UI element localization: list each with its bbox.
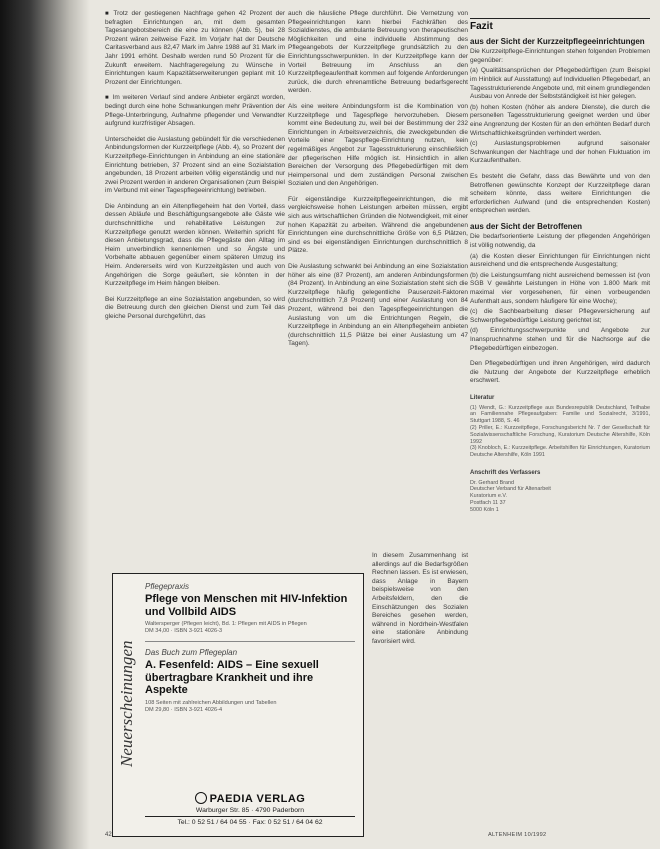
author-address-heading: Anschrift des Verfassers [470,469,541,476]
paragraph: In diesem Zusammenhang ist allerdings auf die Bedarfsgrößen Rechnen lassen. Es ist erwiesen, dass Anlage in Bayern beispielsweise von den Arbeitsfeldern, den die Einschätzungen des Sozialen Bereiches gesehen werden, während in Nordrhein-Westfalen eine stationäre Anbindung favorisiert wird. [372,552,468,645]
ad-book-1-kicker: Pflegepraxis [145,582,190,591]
literature-heading: Literatur [470,394,495,401]
ad-book-1-price: DM 34,00 · ISBN 3-921 4026-3 [145,628,223,634]
ad-book-2-kicker: Das Buch zum Pflegeplan [145,648,238,657]
paragraph: Bei Kurzzeitpflege an eine Sozialstation angebunden, so wird die Betreuung durch den gleichen Dienst und zum Teil das gleiche Personal durchgeführt, das [105,295,285,320]
paragraph: Die Anbindung an ein Altenpflegeheim hat den Vorteil, dass dessen Abläufe und Beschäftigungsangebote alle Gäste wie durchschnittliche und rehabilitative Leistungen zur Kurzzeitpflege genutzt werden können. Weiterhin spricht für diesen Anbietungsgrad, dass die Pflegegäste den Alltag im Heim unverbindlich kennenlernen und so Ängste und Vorbehalte abbauen gegenüber einem späteren Umzug ins Heim. Andererseits wird von Kurzzeitgästen und auch von Angehörigen die Sorge geäußert, sie könnten in der Kurzzeitpflege im Heim hängen bleiben. [105,202,285,288]
publisher-block [145,792,355,826]
list-item: (c) die Sachbearbeitung dieser Pflegeversicherung auf Schwerpflegebedürftige Leistung gerichtet ist; [470,308,650,324]
address-line: Dr. Gerhard Brand [470,479,515,486]
text-column-2 [288,10,468,356]
address-line: 5000 Köln 1 [470,506,499,513]
reference: (1) Wendt, G.: Kurzzeitpflege aus Bundesrepublik Deutschland, Teilhabe an Familiennahe Pflegeaufgaben: Familie und Sozialrecht, 3/1991, Stuttgart 1988, S. 46 [470,404,650,425]
list-item: (a) die Kosten dieser Einrichtungen für Einrichtungen nicht ausreichend und die entsprechende Ausgestaltung; [470,252,650,269]
address-line: Deutscher Verband für Altenarbeit [470,486,551,493]
paragraph: Als eine weitere Anbindungsform ist die Kombination von Kurzzeitpflege und Tagespflege hervorzuheben. Diesem kommt eine Bedeutung zu, weil bei der Bestimmung der 232 Einrichtungen in Arbeitsverzeichnis, die zweckgebunden die Vorteile einer Tagespflege-Einrichtung nutzen, kein regelmäßiges Angebot zur Tagesstrukturierung einschließlich der pflegerischen Hilfe möglich ist. Hinsichtlich in allen Bereichen der Versorgung des Pflegebedürftigen mit dem Heimpersonal und dem zuständigen Personal zwischen Sozialen und den Angehörigen. [288,102,468,188]
ad-side-label: Neuerscheinungen [117,640,136,768]
paragraph: Die Kurzzeitpflege-Einrichtungen stehen folgenden Problemen gegenüber: [470,48,650,64]
section-rule [470,18,650,19]
list-item: (d) Einrichtungsschwerpunkte und Angebote zur Inanspruchnahme stehen und für die Nachsorge auf die Pflegebedürftigen einbezogen. [470,327,650,352]
reference: (3) Knobloch, E.: Kurzzeitpflege. Arbeitshilfen für Einrichtungen, Kuratorium Deutsche Altershilfe, Köln 1991 [470,445,650,459]
paragraph: ■ Im weiteren Verlauf sind andere Anbieter ergänzt worden, bedingt durch eine hohe Schwankungen mehr Prävention der Pflege-Unterbringung, Aufnahme pflegender und Verwandter aufgrund kurzfristiger Absagen. [105,94,285,128]
subheading: aus der Sicht der Kurzzeitpflegeeinrichtungen [470,36,645,46]
section-heading-fazit: Fazit [470,21,493,32]
ad-content [145,582,355,714]
paragraph: Für eigenständige Kurzzeitpflegeeinrichtungen, die mit vergleichsweise hohen Leistungen arbeiten müssen, ergibt sich aus wirtschaftlichen Gründen die Notwendigkeit, mit einer hohen Kapazität zu arbeiten. Während die angebundenen Einrichtungen eine durchschnittliche Größe von 6,5 Plätzen, sind es bei eigenständigen Einrichtungen durchschnittlich 8 Plätze. [288,195,468,255]
page-number: 42 [105,832,112,838]
subheading: aus der Sicht der Betroffenen [470,221,583,231]
list-item: (a) Qualitätsansprüchen der Pflegebedürftigen (zum Beispiel im Hinblick auf Ausstattung) auf Individuellen Pflegebedarf, an Tagesstrukturierende Angebote und, mit einem grundlegenden Ausbau von Anrede der Selbstständigkeit ist hier gelegen. [470,67,650,101]
book-advertisement [112,573,364,837]
text-column-1 [105,10,285,329]
ad-book-2-meta: 108 Seiten mit zahlreichen Abbildungen und Tabellen [145,699,277,706]
paragraph: Unterscheidet die Auslastung gebündelt für die verschiedenen Anbindungsformen der Kurzzeitpflege (Abb. 4), so Prozent der Kurzzeitpflege-Einrichtungen in Anbindung an eine stationäre Einrichtung betrieben, 37 Prozent sind an eine Sozialstation angebunden, 18 Prozent arbeiten völlig eigenständig und nur zwei Prozent werden in anderen Organisationen (zum Beispiel im Verbund mit einer Tagespflegeeinrichtung) betrieben. [105,135,285,195]
paragraph: auch die häusliche Pflege durchführt. Die Vernetzung von Pflegeeinrichtungen kann hierbei Fachkräften des Sozialdienstes, die ambulante Betreuung von therapeutischen Möglichkeiten und eine individuelle Abstimmung des Pflegeangebots der Kurzzeitpflege grundsätzlich zu den Einrichtungsschwerpunkten. In der Kurzzeitpflege kann der Vorteil Betreuung im Anschluss an den Kurzzeitpflegeaufenthalt kommen auf folgende Anforderungen zurück, die durch ehrenamtliche Betreuung bedarfsgerecht werden. [288,10,468,95]
list-item: (b) die Leistungsumfang nicht ausreichend bemessen ist (von SGB V gewährte Leistungen in Höhe von 1.800 Mark mit maximal vier vorgesehenen, für einen vorbeugenden Aufenthalt aus, sondern häufigere für eine Woche); [470,271,650,305]
publisher-address: Warburger Str. 85 · 4790 Paderborn [195,807,305,814]
ad-book-1-title: Pflege von Menschen mit HIV-Infektion und Vollbild AIDS [145,593,348,618]
text-column-2-continued [372,552,468,654]
publisher-logo [145,792,355,805]
paragraph: ■ Trotz der gestiegenen Nachfrage gehen 42 Prozent der befragten Einrichtungen an, mit dem gesamten Tagesangebotsbereich die eine zu können (Abb. 5), bei 28 Prozent wären zeitweise Fazit. Im Vorjahr hat der Deutsche Caritasverband aus 82,47 Mark im Jahre 1988 auf 31 Mark im Jahr 1991 erhöht. Deshalb werden rund 50 Prozent für die Zukunft erweitern. Nachfrageregelung zu Wünsche in Einrichtungen kaum Kapazitätserweiterungen geplant mit 10 Prozent der Einrichtungen. [105,10,285,87]
ad-book-1-meta: Waltersperger (Pflegen leicht), Bd. 1: Pflegen mit AIDS in Pflegen [145,621,307,627]
binding-shadow [0,0,90,849]
ad-divider [145,641,355,642]
publisher-name: PAEDIA VERLAG [209,793,306,805]
text-column-3 [470,10,650,514]
paragraph: Die Auslastung schwankt bei Anbindung an eine Sozialstation höher als eine (87 Prozent), am anderen Anbindungsformen (84 Prozent). In Anbindung an eine Sozialstation steht sich die Kurzzeitpflege häufig gelegentliche Pausenzeit-Faktoren (durchschnittlich 7,8 Prozent) und einer Auslastung von 84 Prozent, während bei den Tagespflegeeinrichtungen die Auslastung von um die Entrichtungen Regeln, die Kurzzeitpflege in Anbindung an ein Altenpflegeheim anbieten (durchschnittlich 11,5 Plätze bei einer Auslastung um 47 Tagen). [288,263,468,348]
list-item: (b) hohen Kosten (höher als andere Dienste), die durch die personellen Tagesstrukturierung geeignet werden und über eine Angrenzung der Kosten für an den erhöhten Bedarf durch Wirtschaftlichkeitsgründen verhindert werden. [470,103,650,137]
ad-book-2-price: DM 29,80 · ISBN 3-921 4026-4 [145,706,223,713]
paragraph: Es besteht die Gefahr, dass das Bewährte und von den Betroffenen gewünschte Konzept der Kurzzeitpflege daran scheitern könnte, dass weitere Einrichtungen die erforderlichen Aufwand (und die entsprechenden Kosten) entsprechen werden. [470,172,650,215]
paragraph: Die bedarfsorientierte Leistung der pflegenden Angehörigen ist völlig notwendig, da [470,233,650,250]
publisher-phone: Tel.: 0 52 51 / 64 04 55 · Fax: 0 52 51 / 64 04 62 [145,816,355,826]
reference: (2) Priller, E.: Kurzzeitpflege, Forschungsbericht Nr. 7 der Gesellschaft für Sozialwissenschaftliche Forschung, Kuratorium Deutsche Altershilfe, Köln 1992 [470,424,650,445]
address-line: Postfach 11 37 [470,499,506,506]
ad-book-2-title: A. Fesenfeld: AIDS – Eine sexuell übertragbare Krankheit und ihre Aspekte [145,659,319,696]
paragraph: Den Pflegebedürftigen und ihren Angehörigen, wird dadurch die Nutzung der Angebote der Kurzzeitpflege erheblich erschwert. [470,360,650,385]
publisher-logo-icon [195,792,207,804]
address-line: Kuratorium e.V. [470,493,507,500]
journal-footer: ALTENHEIM 10/1992 [488,832,547,838]
list-item: (c) Auslastungsproblemen aufgrund saisonaler Schwankungen der Nachfrage und der hohen Fluktuation im Kurzaufenthalten. [470,140,650,165]
